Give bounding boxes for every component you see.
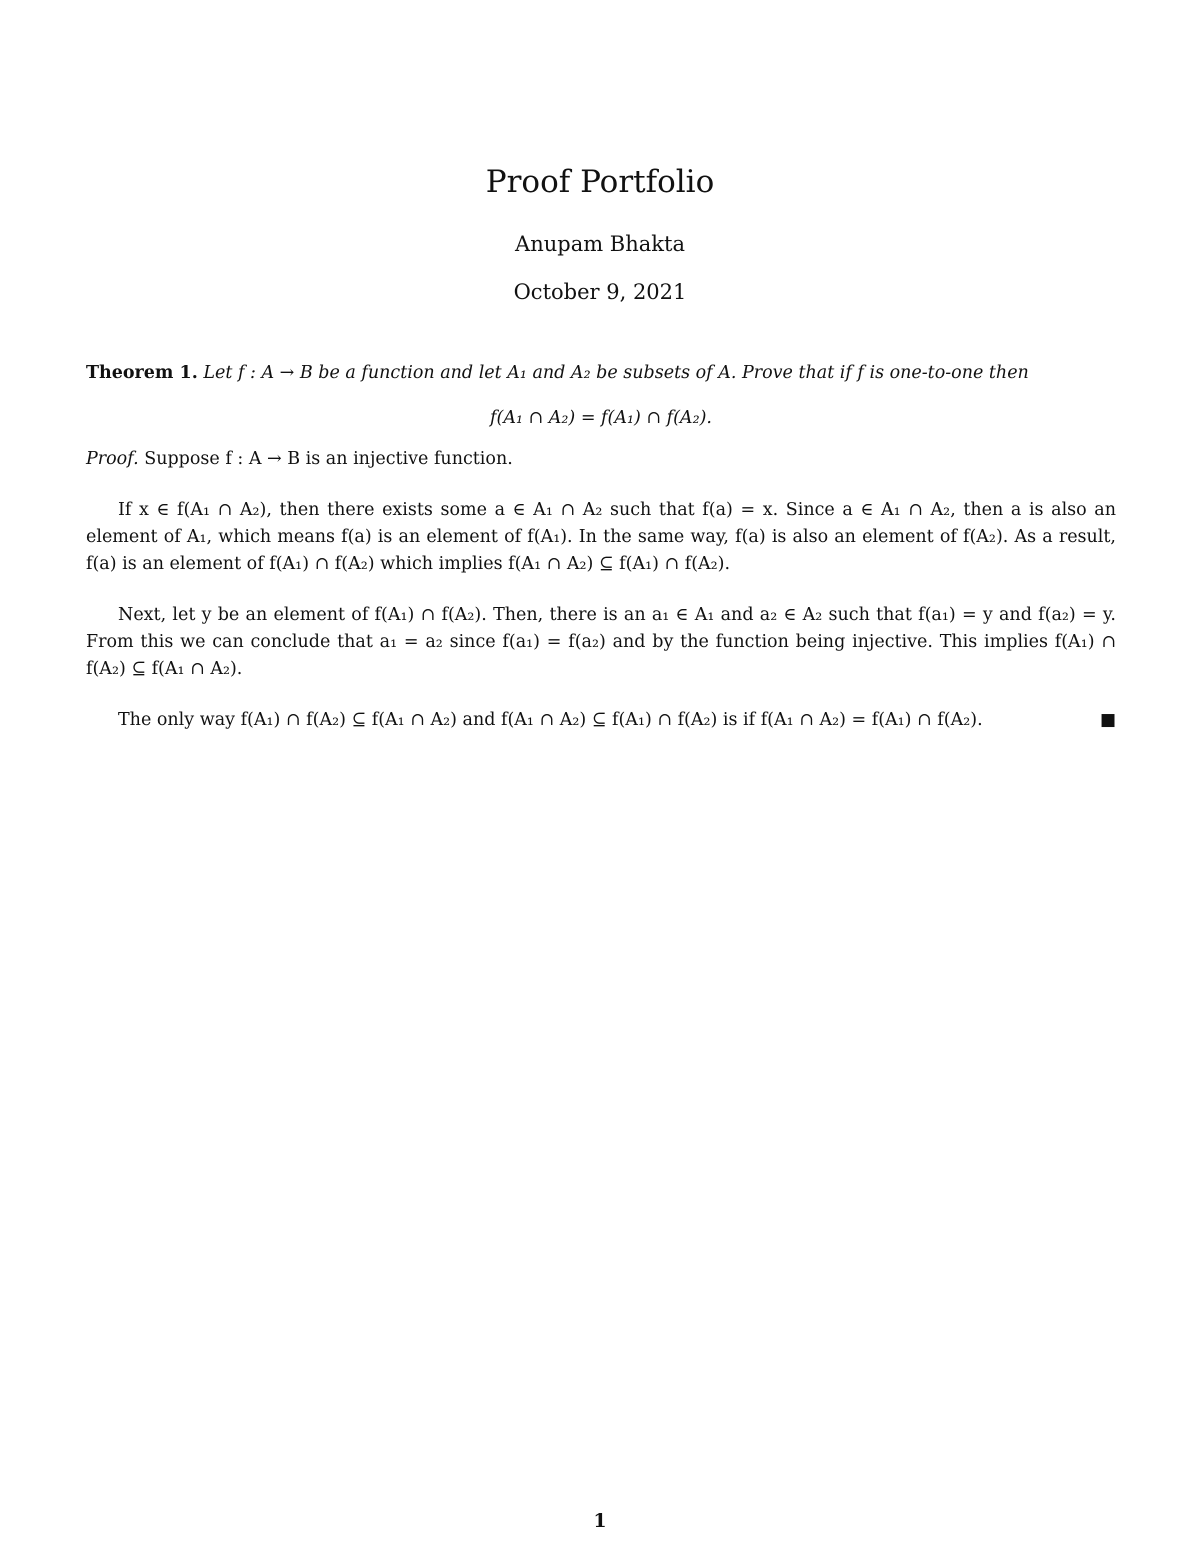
theorem-display-equation: f(A₁ ∩ A₂) = f(A₁) ∩ f(A₂). (490, 408, 712, 428)
proof-paragraph-3 (86, 707, 1116, 734)
proof-intro (86, 446, 1116, 473)
proof-intro-text: Suppose f : A → B is an injective function. (144, 449, 513, 469)
proof-paragraph-3-text: The only way f(A₁) ∩ f(A₂) ⊆ f(A₁ ∩ A₂) and f(A₁ ∩ A₂) ⊆ f(A₁) ∩ f(A₂) is if f(A₁ ∩ A₂) = f(A₁) ∩ f(A₂). (118, 710, 983, 730)
proof-paragraph-1: If x ∈ f(A₁ ∩ A₂), then there exists some a ∈ A₁ ∩ A₂ such that f(a) = x. Since a ∈ A₁ ∩ A₂, then a is also an element of A₁, which means f(a) is an element of f(A₁). In the same way, f(a) is also an element of f(A₂). As a result, f(a) is an element of f(A₁) ∩ f(A₂) which implies f(A₁ ∩ A₂) ⊆ f(A₁) ∩ f(A₂). (86, 500, 1116, 574)
page-number: 1 (593, 1510, 607, 1532)
document-title: Proof Portfolio (485, 164, 715, 200)
theorem-block (86, 360, 1116, 387)
proof-paragraph-2: Next, let y be an element of f(A₁) ∩ f(A₂). Then, there is an a₁ ∈ A₁ and a₂ ∈ A₂ such that f(a₁) = y and f(a₂) = y. From this we can conclude that a₁ = a₂ since f(a₁) = f(a₂) and by the function being injective. This implies f(A₁) ∩ f(A₂) ⊆ f(A₁ ∩ A₂). (86, 605, 1116, 679)
document-date: October 9, 2021 (513, 280, 687, 304)
theorem-label: Theorem 1. (86, 363, 198, 383)
document-author: Anupam Bhakta (515, 232, 685, 256)
proof-label: Proof. (86, 449, 139, 469)
qed-symbol: ■ (1099, 710, 1116, 730)
document-body (86, 360, 1116, 734)
theorem-statement: Let f : A → B be a function and let A₁ and A₂ be subsets of A. Prove that if f is one-to-one then (203, 363, 1029, 383)
